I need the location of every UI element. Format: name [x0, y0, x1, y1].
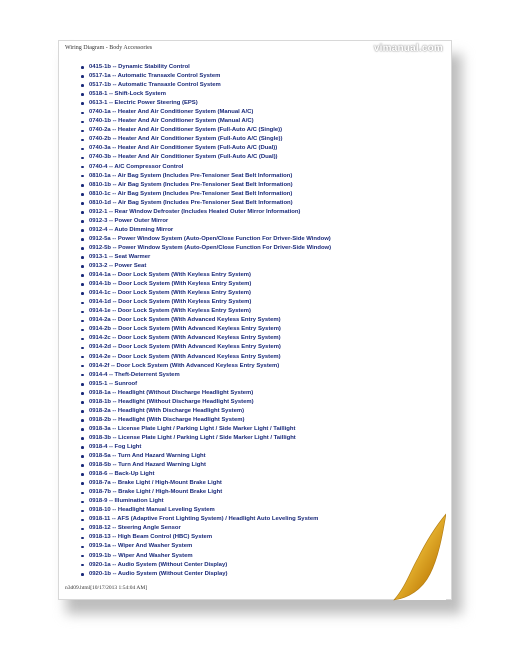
bullet-icon	[81, 93, 84, 96]
toc-link-label: 0920-1b -- Audio System (Without Center Display)	[89, 570, 228, 577]
toc-link[interactable]	[81, 389, 447, 398]
toc-link-label: 0740-2b -- Heater And Air Conditioner System (Full-Auto A/C (Single))	[89, 136, 283, 143]
bullet-icon	[81, 139, 84, 142]
toc-link[interactable]	[81, 235, 447, 244]
bullet-icon	[81, 410, 84, 413]
toc-link[interactable]	[81, 190, 447, 199]
toc-link[interactable]	[81, 298, 447, 307]
toc-link-label: 0912-4 -- Auto Dimming Mirror	[89, 226, 174, 233]
toc-link-label: 0810-1b -- Air Bag System (Includes Pre-Tensioner Seat Belt Information)	[89, 181, 293, 188]
toc-link-label: 0918-7a -- Brake Light / High-Mount Brake Light	[89, 480, 222, 487]
toc-link-label: 0919-1a -- Wiper And Washer System	[89, 543, 193, 550]
toc-link[interactable]	[81, 280, 447, 289]
toc-link-label: 0810-1a -- Air Bag System (Includes Pre-Tensioner Seat Belt Information)	[89, 172, 293, 179]
toc-link[interactable]	[81, 443, 447, 452]
bullet-icon	[81, 148, 84, 151]
toc-link[interactable]	[81, 325, 447, 334]
bullet-icon	[81, 528, 84, 531]
toc-link[interactable]	[81, 407, 447, 416]
bullet-icon	[81, 573, 84, 576]
toc-link[interactable]	[81, 208, 447, 217]
bullet-icon	[81, 564, 84, 567]
toc-link-label: 0914-2c -- Door Lock System (With Advanced Keyless Entry System)	[89, 335, 281, 342]
toc-link[interactable]	[81, 362, 447, 371]
toc-link[interactable]	[81, 117, 447, 126]
toc-link-label: 0918-3b -- License Plate Light / Parking Light / Side Marker Light / Taillight	[89, 434, 296, 441]
toc-link[interactable]	[81, 244, 447, 253]
bullet-icon	[81, 455, 84, 458]
toc-link[interactable]	[81, 307, 447, 316]
bullet-icon	[81, 492, 84, 495]
bullet-icon	[81, 374, 84, 377]
bullet-icon	[81, 437, 84, 440]
toc-link[interactable]	[81, 452, 447, 461]
toc-link-label: 0740-1b -- Heater And Air Conditioner System (Manual A/C)	[89, 118, 254, 125]
toc-link[interactable]	[81, 226, 447, 235]
toc-link-label: 0918-1b -- Headlight (Without Discharge Headlight System)	[89, 398, 254, 405]
toc-link-label: 0914-1e -- Door Lock System (With Keyless Entry System)	[89, 308, 251, 315]
page-header-title: Wiring Diagram - Body Accessories	[65, 45, 153, 51]
toc-link[interactable]	[81, 144, 447, 153]
toc-link-label: 0912-5b -- Power Window System (Auto-Open/Close Function For Driver-Side Window)	[89, 244, 332, 251]
toc-link-label: 0740-4 -- A/C Compressor Control	[89, 163, 184, 170]
bullet-icon	[81, 546, 84, 549]
bullet-icon	[81, 184, 84, 187]
bullet-icon	[81, 356, 84, 359]
toc-link[interactable]	[81, 81, 447, 90]
bullet-icon	[81, 482, 84, 485]
toc-link-label: 0918-2b -- Headlight (With Discharge Headlight System)	[89, 416, 245, 423]
toc-link-label: 0613-1 -- Electric Power Steering (EPS)	[89, 100, 198, 107]
bullet-icon	[81, 220, 84, 223]
toc-link-label: 0415-1b -- Dynamic Stability Control	[89, 64, 190, 70]
bullet-icon	[81, 229, 84, 232]
toc-link-label: 0913-2 -- Power Seat	[89, 263, 147, 270]
bullet-icon	[81, 347, 84, 350]
toc-link-label: 0918-5b -- Turn And Hazard Warning Light	[89, 462, 206, 469]
bullet-icon	[81, 501, 84, 504]
toc-link-label: 0740-1a -- Heater And Air Conditioner System (Manual A/C)	[89, 109, 254, 116]
toc-link-label: 0912-3 -- Power Outer Mirror	[89, 217, 169, 224]
toc-link[interactable]	[81, 271, 447, 280]
bullet-icon	[81, 102, 84, 105]
bullet-icon	[81, 283, 84, 286]
bullet-icon	[81, 555, 84, 558]
toc-link-label: 0918-13 -- High Beam Control (HBC) System	[89, 534, 213, 541]
toc-link[interactable]	[81, 470, 447, 479]
bullet-icon	[81, 510, 84, 513]
toc-link-label: 0918-2a -- Headlight (With Discharge Headlight System)	[89, 407, 245, 414]
bullet-icon	[81, 537, 84, 540]
toc-link[interactable]	[81, 353, 447, 362]
bullet-icon	[81, 66, 84, 69]
bullet-icon	[81, 84, 84, 87]
bullet-icon	[81, 292, 84, 295]
toc-link-label: 0810-1d -- Air Bag System (Includes Pre-Tensioner Seat Belt Information)	[89, 199, 293, 206]
toc-link-label: 0918-3a -- License Plate Light / Parking Light / Side Marker Light / Taillight	[89, 425, 296, 432]
toc-link-label: 0517-1b -- Automatic Transaxle Control System	[89, 82, 221, 89]
toc-link-label: 0914-1b -- Door Lock System (With Keyless Entry System)	[89, 281, 252, 288]
bullet-icon	[81, 311, 84, 314]
toc-link[interactable]	[81, 126, 447, 135]
toc-link[interactable]	[81, 316, 447, 325]
toc-link-label: 0918-10 -- Headlight Manual Leveling System	[89, 507, 215, 514]
watermark-logo: vimanual.com	[373, 43, 443, 54]
bullet-icon	[81, 428, 84, 431]
toc-link-label: 0918-11 -- AFS (Adaptive Front Lighting System) / Headlight Auto Leveling System	[89, 516, 319, 523]
toc-link-label: 0920-1a -- Audio System (Without Center Display)	[89, 561, 228, 568]
toc-link-label: 0919-1b -- Wiper And Washer System	[89, 552, 193, 559]
bullet-icon	[81, 247, 84, 250]
toc-link[interactable]	[81, 416, 447, 425]
bullet-icon	[81, 419, 84, 422]
toc-link-label: 0918-5a -- Turn And Hazard Warning Light	[89, 453, 206, 460]
toc-link[interactable]	[81, 380, 447, 389]
bullet-icon	[81, 112, 84, 115]
toc-link[interactable]	[81, 217, 447, 226]
toc-link-label: 0740-2a -- Heater And Air Conditioner System (Full-Auto A/C (Single))	[89, 127, 283, 134]
bullet-icon	[81, 519, 84, 522]
bullet-icon	[81, 166, 84, 169]
bullet-icon	[81, 121, 84, 124]
toc-link[interactable]	[81, 172, 447, 181]
toc-link-label: 0915-1 -- Sunroof	[89, 380, 138, 387]
toc-link-label: 0914-1c -- Door Lock System (With Keyless Entry System)	[89, 290, 251, 297]
bullet-icon	[81, 365, 84, 368]
bullet-icon	[81, 473, 84, 476]
toc-link[interactable]	[81, 461, 447, 470]
toc-link[interactable]	[81, 199, 447, 208]
toc-link[interactable]	[81, 99, 447, 108]
toc-link[interactable]	[81, 398, 447, 407]
toc-link-label: 0914-4 -- Theft-Deterrent System	[89, 371, 180, 378]
bullet-icon	[81, 274, 84, 277]
toc-link[interactable]	[81, 253, 447, 262]
toc-link[interactable]	[81, 90, 447, 99]
toc-link-label: 0740-3b -- Heater And Air Conditioner System (Full-Auto A/C (Dual))	[89, 154, 278, 161]
toc-link-label: 0913-1 -- Seat Warmer	[89, 253, 151, 260]
toc-link[interactable]	[81, 343, 447, 352]
page-curl-icon	[384, 512, 446, 602]
toc-link[interactable]	[81, 488, 447, 497]
bullet-icon	[81, 392, 84, 395]
bullet-icon	[81, 193, 84, 196]
toc-link-label: 0918-9 -- Illumination Light	[89, 498, 164, 505]
toc-link[interactable]	[81, 371, 447, 380]
toc-list	[81, 63, 447, 579]
toc-link[interactable]	[81, 334, 447, 343]
toc-link[interactable]	[81, 181, 447, 190]
bullet-icon	[81, 75, 84, 78]
toc-link-label: 0914-2f -- Door Lock System (With Advanced Keyless Entry System)	[89, 362, 280, 369]
toc-link-label: 0914-2b -- Door Lock System (With Advanced Keyless Entry System)	[89, 326, 281, 333]
toc-link-label: 0517-1a -- Automatic Transaxle Control System	[89, 73, 221, 80]
toc-link-label: 0810-1c -- Air Bag System (Includes Pre-Tensioner Seat Belt Information)	[89, 190, 293, 197]
toc-link[interactable]	[81, 63, 447, 72]
toc-link-label: 0914-2d -- Door Lock System (With Advanced Keyless Entry System)	[89, 344, 281, 351]
toc-link[interactable]	[81, 163, 447, 172]
bullet-icon	[81, 446, 84, 449]
bullet-icon	[81, 401, 84, 404]
toc-link[interactable]	[81, 72, 447, 81]
toc-link[interactable]	[81, 153, 447, 162]
toc-link[interactable]	[81, 289, 447, 298]
toc-link[interactable]	[81, 497, 447, 506]
toc-link-label: 0918-7b -- Brake Light / High-Mount Brake Light	[89, 489, 223, 496]
bullet-icon	[81, 211, 84, 214]
bullet-icon	[81, 464, 84, 467]
toc-link-label: 0912-5a -- Power Window System (Auto-Open/Close Function For Driver-Side Window)	[89, 235, 331, 242]
toc-link-label: 0914-2a -- Door Lock System (With Advanced Keyless Entry System)	[89, 317, 281, 324]
bullet-icon	[81, 338, 84, 341]
toc-link[interactable]	[81, 425, 447, 434]
bullet-icon	[81, 320, 84, 323]
toc-link[interactable]	[81, 479, 447, 488]
toc-link-label: 0914-1a -- Door Lock System (With Keyless Entry System)	[89, 272, 251, 279]
bullet-icon	[81, 157, 84, 160]
bullet-icon	[81, 302, 84, 305]
toc-link[interactable]	[81, 135, 447, 144]
bullet-icon	[81, 175, 84, 178]
toc-link[interactable]	[81, 108, 447, 117]
toc-link-label: 0918-4 -- Fog Light	[89, 443, 142, 450]
toc-link-label: 0518-1 -- Shift-Lock System	[89, 91, 166, 98]
bullet-icon	[81, 238, 84, 241]
bullet-icon	[81, 256, 84, 259]
toc-link-label: 0912-1 -- Rear Window Defroster (Includes Heated Outer Mirror Information)	[89, 208, 301, 215]
toc-link[interactable]	[81, 434, 447, 443]
toc-link-label: 0914-1d -- Door Lock System (With Keyless Entry System)	[89, 299, 252, 306]
bullet-icon	[81, 383, 84, 386]
bullet-icon	[81, 202, 84, 205]
bullet-icon	[81, 130, 84, 133]
bullet-icon	[81, 329, 84, 332]
toc-link-label: 0918-6 -- Back-Up Light	[89, 471, 155, 478]
toc-link-label: 0914-2e -- Door Lock System (With Advanced Keyless Entry System)	[89, 353, 281, 360]
page-footer: n3d09.html[10/17/2013 1:54:04 AM]	[65, 585, 148, 591]
toc-link-label: 0740-3a -- Heater And Air Conditioner System (Full-Auto A/C (Dual))	[89, 145, 278, 152]
toc-link-label: 0918-1a -- Headlight (Without Discharge Headlight System)	[89, 389, 254, 396]
bullet-icon	[81, 265, 84, 268]
toc-link[interactable]	[81, 262, 447, 271]
toc-link-label: 0918-12 -- Steering Angle Sensor	[89, 525, 181, 532]
